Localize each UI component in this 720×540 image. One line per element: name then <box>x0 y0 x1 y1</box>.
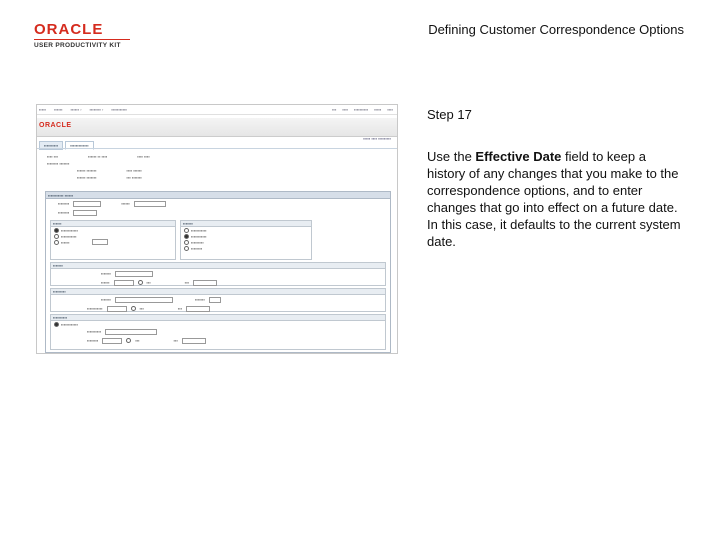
screenshot-box-header: ▪▪▪▪▪▪▪ <box>181 221 311 227</box>
menu-placeholder: ▪▪▪▪▪▪▪▪▪▪▪ <box>111 107 127 112</box>
screenshot-form-row: ▪▪▪▪▪▪▪▪ ▪▪▪▪▪▪ <box>46 199 390 208</box>
field-name-highlight: Effective Date <box>475 149 562 164</box>
screenshot-radio-row: ▪▪▪▪▪▪▪▪▪▪▪ <box>51 233 175 239</box>
screenshot-radio-row: ▪▪▪▪▪▪▪▪▪▪▪ <box>181 227 311 233</box>
screenshot-header-links <box>332 107 397 112</box>
screenshot-statements-box <box>50 288 386 312</box>
header-link-placeholder: ▪▪▪▪ <box>387 107 393 112</box>
screenshot-brand-stripe <box>37 118 397 137</box>
header-link-placeholder: ▪▪▪▪▪▪▪▪▪▪ <box>354 107 369 112</box>
screenshot-divider <box>37 148 397 149</box>
step-description <box>427 148 685 250</box>
screenshot-menu <box>39 107 127 112</box>
screenshot-section-header: ▪▪▪▪▪▪▪▪▪▪▪ ▪▪▪▪▪▪ <box>46 192 390 199</box>
screenshot-form-row: ▪▪▪▪▪▪▪ <box>51 269 385 278</box>
screenshot-oracle-logo: ORACLE <box>39 122 72 129</box>
screenshot-form-row: ▪▪▪▪▪▪▪▪ ▪▪▪ ▪▪▪ <box>51 336 385 345</box>
screenshot-radio-row: ▪▪▪▪▪▪▪▪▪ <box>181 239 311 245</box>
screenshot-customer-info <box>47 153 377 181</box>
screenshot-radio-row: ▪▪▪▪▪▪▪▪ <box>181 245 311 251</box>
screenshot-checkbox-row: ▪▪▪▪▪▪▪▪▪▪▪▪ <box>51 321 385 327</box>
screenshot-correspondence-section <box>45 191 391 353</box>
screenshot-info-row: ▪▪▪▪ ▪▪▪ ▪▪▪▪▪▪ ▪▪ ▪▪▪▪ ▪▪▪▪ ▪▪▪▪ <box>47 154 150 159</box>
logo-rule <box>34 39 130 40</box>
screenshot-box-header: ▪▪▪▪▪▪ <box>51 221 175 227</box>
screenshot-dunning-box <box>50 262 386 286</box>
menu-placeholder: ▪▪▪▪▪▪ <box>54 107 63 112</box>
description-text: field to keep a history of any changes that you make to the correspondence options, and to enter changes that go into effect on a future date. In this case, it defaults to the current system date. <box>427 149 681 249</box>
description-text: Use the <box>427 149 476 164</box>
slide-title: Defining Customer Correspondence Options <box>428 22 684 37</box>
screenshot-tab: ▪▪▪▪▪▪▪▪▪▪ <box>39 141 63 150</box>
screenshot-info-row: ▪▪▪▪▪▪ ▪▪▪▪▪▪▪ ▪▪▪ ▪▪▪▪▪▪▪ <box>77 175 142 180</box>
screenshot-radio-row: ▪▪▪▪▪▪▪▪▪▪▪ <box>181 233 311 239</box>
screenshot-form-row: ▪▪▪▪▪▪▪▪▪▪ <box>51 327 385 336</box>
screenshot-address-box <box>180 220 312 260</box>
step-number: Step 17 <box>427 107 472 122</box>
menu-placeholder: ▪▪▪▪▪▪▪▪ › <box>89 107 104 112</box>
header-link-placeholder: ▪▪▪ <box>332 107 337 112</box>
header-link-placeholder: ▪▪▪▪ <box>342 107 349 112</box>
application-screenshot <box>36 104 398 354</box>
screenshot-radio-row: ▪▪▪▪▪▪ <box>51 239 175 245</box>
menu-placeholder: ▪▪▪▪▪▪ › <box>70 107 82 112</box>
screenshot-form-row: ▪▪▪▪▪▪▪▪ <box>46 208 390 217</box>
screenshot-form-row: ▪▪▪▪▪▪▪▪▪▪▪ ▪▪▪ ▪▪▪ <box>51 304 385 313</box>
screenshot-info-row: ▪▪▪▪▪▪▪▪ ▪▪▪▪▪▪▪ <box>47 161 70 166</box>
screenshot-box-header: ▪▪▪▪▪▪▪▪▪ <box>51 289 385 295</box>
oracle-upk-logo <box>34 22 134 49</box>
screenshot-box-header: ▪▪▪▪▪▪▪ <box>51 263 385 269</box>
screenshot-menubar <box>37 105 397 115</box>
screenshot-charging-box <box>50 314 386 350</box>
screenshot-box-header: ▪▪▪▪▪▪▪▪▪▪ <box>51 315 385 321</box>
logo-subtitle: USER PRODUCTIVITY KIT <box>34 42 121 49</box>
screenshot-page-links: ▪▪▪▪▪ ▪▪▪▪ ▪▪▪▪▪▪▪▪▪ <box>363 136 391 141</box>
screenshot-form-row: ▪▪▪▪▪▪ ▪▪▪ ▪▪▪ <box>51 278 385 287</box>
header-link-placeholder: ▪▪▪▪▪ <box>374 107 382 112</box>
screenshot-radio-row: ▪▪▪▪▪▪▪▪▪▪▪▪ <box>51 227 175 233</box>
screenshot-contact-box <box>50 220 176 260</box>
menu-placeholder: ▪▪▪▪▪ <box>39 107 47 112</box>
screenshot-form-row: ▪▪▪▪▪▪▪ ▪▪▪▪▪▪▪ <box>51 295 385 304</box>
screenshot-info-row: ▪▪▪▪▪▪ ▪▪▪▪▪▪▪ ▪▪▪▪ ▪▪▪▪▪▪ <box>77 168 142 173</box>
screenshot-tab-active: ▪▪▪▪▪▪▪▪▪▪▪▪▪ <box>65 141 93 150</box>
logo-brand: ORACLE <box>34 21 104 38</box>
